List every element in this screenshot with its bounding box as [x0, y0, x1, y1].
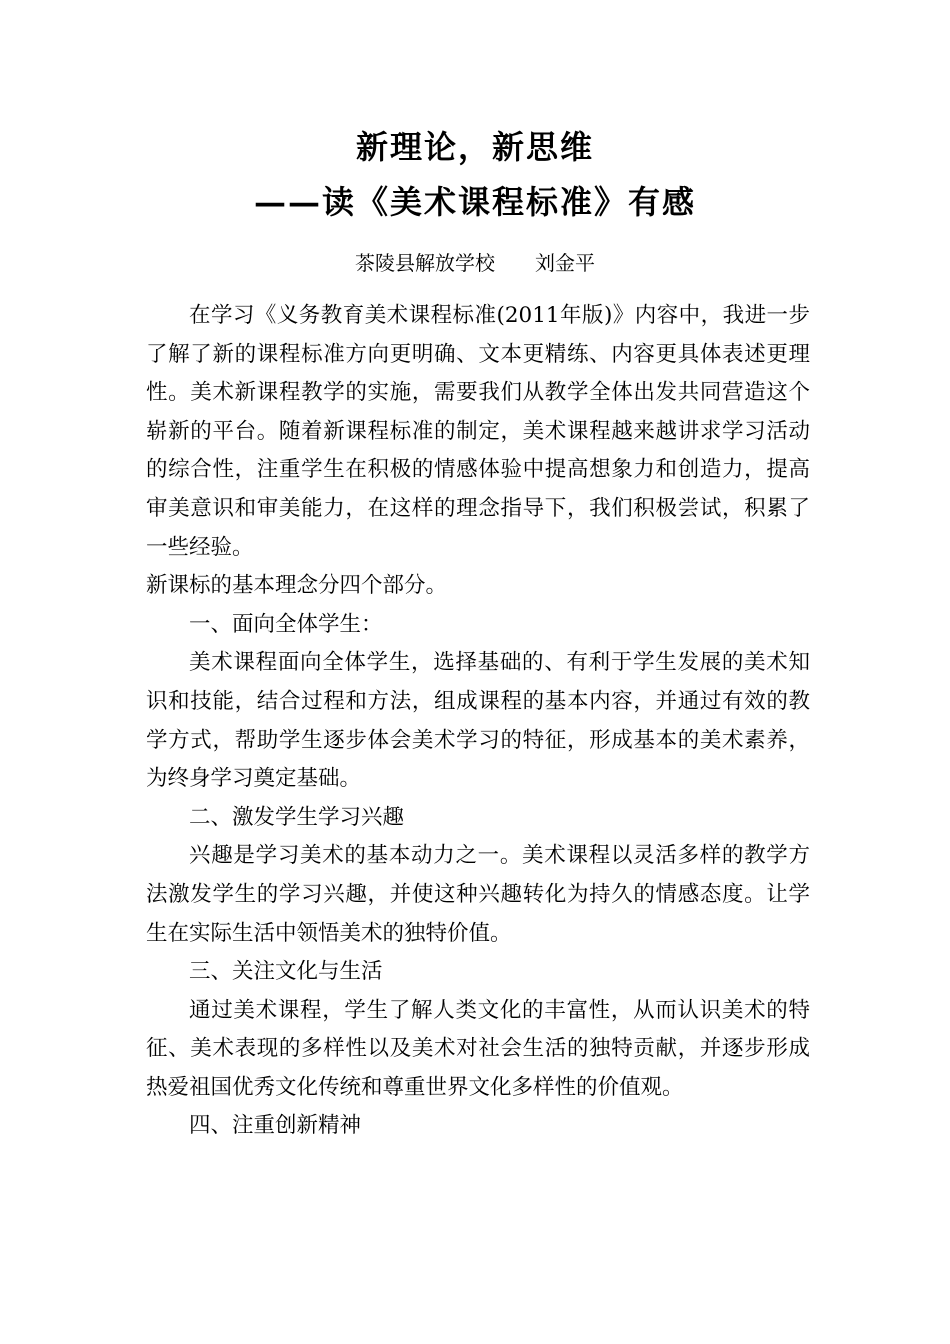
school-name: 茶陵县解放学校 — [355, 251, 495, 275]
section-paragraph-1: 美术课程面向全体学生，选择基础的、有利于学生发展的美术知识和技能，结合过程和方法，组成课程的基本内容，并通过有效的教学方式，帮助学生逐步体会美术学习的特征，形成基本的美术素养，为终身学习奠定基础。 — [146, 650, 810, 792]
author-name: 刘金平 — [535, 251, 595, 275]
author-line — [0, 247, 950, 276]
document-subtitle: ——读《美术课程标准》有感 — [253, 183, 696, 221]
document-title: 新理论，新思维 — [355, 128, 594, 166]
paragraph-intro: 在学习《义务教育美术课程标准(2011年版)》内容中，我进一步了解了新的课程标准方向更明确、文本更精练、内容更具体表述更理性。美术新课程教学的实施，需要我们从教学全体出发共同营造这个崭新的平台。随着新课程标准的制定，美术课程越来越讲求学习活动的综合性，注重学生在积极的情感体验中提高想象力和创造力，提高审美意识和审美能力，在这样的理念指导下，我们积极尝试，积累了一些经验。 — [146, 303, 810, 560]
section-heading-3: 三、关注文化与生活 — [189, 959, 383, 985]
document-body — [146, 297, 810, 1146]
section-heading-2: 二、激发学生学习兴趣 — [189, 804, 405, 830]
paragraph-overview: 新课标的基本理念分四个部分。 — [146, 573, 448, 599]
section-paragraph-3: 通过美术课程，学生了解人类文化的丰富性，从而认识美术的特征、美术表现的多样性以及美术对社会生活的独特贡献，并逐步形成热爱祖国优秀文化传统和尊重世界文化多样性的价值观。 — [146, 997, 810, 1100]
section-heading-1: 一、面向全体学生： — [189, 611, 383, 637]
section-paragraph-2: 兴趣是学习美术的基本动力之一。美术课程以灵活多样的教学方法激发学生的学习兴趣，并使这种兴趣转化为持久的情感态度。让学生在实际生活中领悟美术的独特价值。 — [146, 843, 810, 946]
section-heading-4: 四、注重创新精神 — [189, 1113, 362, 1139]
